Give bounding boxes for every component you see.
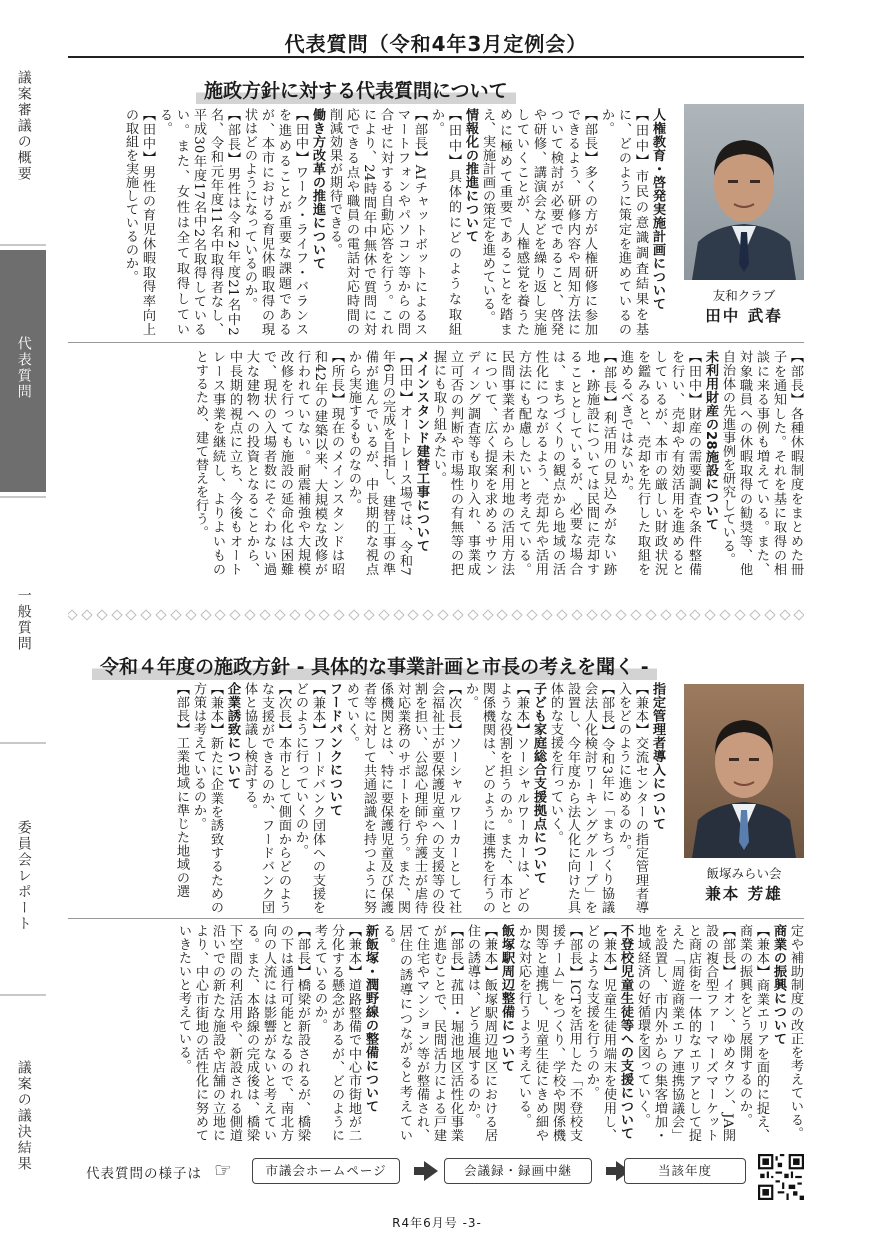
section1-text-upper — [68, 108, 666, 336]
answer-text: 【部長】令和3年に「まちづくり協議会法人化検討ワーキンググループ」を設置し、今年度から法人化に向けた具体的な支援を行っていく。 — [548, 682, 614, 914]
questioner-photo — [684, 684, 804, 858]
column-divider — [68, 342, 804, 343]
section2-text-upper — [68, 682, 666, 914]
answer-text: 【部長】橋梁が新設されるが、橋梁の下は通行可能となるので、南北方向の人流には影響がないと考えている。また、本路線の完成後は、橋梁下空間の利活用や、新設される側道沿いでの新たな施設や店舗の立地により、中心市街地の活性化に努めていきたいと考えている。 — [176, 924, 310, 1142]
sidebar-tab-gian[interactable] — [0, 60, 46, 240]
topic-heading: 子ども家庭総合支援拠点について — [531, 682, 546, 885]
sidebar-tab-label: 一般質問 — [15, 588, 32, 652]
qr-code-icon[interactable] — [758, 1154, 804, 1200]
questioner-party: 友和クラブ — [712, 288, 776, 303]
title-rule — [68, 56, 804, 58]
minutes-video-button[interactable]: 会議録・録画中継 — [444, 1158, 592, 1184]
question-text: 【兼本】新たに企業を誘致するための方策は考えているのか。 — [191, 682, 223, 914]
topic-heading: 人権教育・啓発実施計画について — [650, 108, 665, 311]
section1-heading: 施政方針に対する代表質問について — [196, 78, 516, 104]
question-text: 【兼本】ソーシャルワーカーは、どのような役割を担うのか。また、本市と関係機関は、どのように連携を行うのか。 — [463, 682, 529, 914]
sidebar-tab-label: 議案審議の概要 — [15, 70, 32, 182]
topic-heading: 情報化の推進について — [463, 108, 478, 243]
answer-text: 【部長】多くの方が人権研修に参加できるよう、研修内容や周知方法について検討が必要であること、啓発や研修、講演会などを繰り返し実施していくことが、人権感覚を養うために極めて重要であることを踏まえ、実施計画の策定を進めている。 — [480, 108, 597, 336]
sidebar-tab-label: 代表質問 — [15, 336, 32, 400]
topic-heading: 不登校児童生徒等への支援について — [618, 924, 633, 1140]
answer-text: 【次長】本市として側面からどのような支援ができるのか、フードバンク団体と協議し検討する。 — [242, 682, 291, 914]
topic-heading: 働き方改革の推進について — [310, 108, 325, 270]
question-text: 【兼本】商業エリアを面的に捉え、商業の振興をどう展開するのか。 — [737, 924, 769, 1142]
topic-heading: 新飯塚・潤野線の整備について — [363, 924, 378, 1113]
topic-heading: 商業の振興について — [771, 924, 786, 1046]
pointing-hand-icon: ☞ — [214, 1158, 232, 1182]
question-text: 【田中】財産の需要調査や条件整備を行い、売却や有効活用を進めるとしているが、本市の厳しい財政状況を鑑みると、売却を先行した取組を進めるべきではないか。 — [618, 350, 701, 576]
question-text: 【兼本】飯塚駅周辺地区における居住の誘導は、どう進展するのか。 — [465, 924, 497, 1142]
answer-text: 【部長】菰田・堀池地区活性化事業が進むことで、民間活力による戸建て住宅やマンション等が整備され、居住の誘導につながると考えている。 — [380, 924, 463, 1142]
answer-text: 【次長】ソーシャルワーカーとして社会福祉士が要保護児童への支援等の役割を担い、公認心理師や弁護士が虐待対応業務のサポートを行う。また、関係機関とは、特に要保護児童及び保護者等に対して共通認識を持つように努めていく。 — [344, 682, 461, 914]
question-text: 【田中】市民の意識調査結果を基に、どのように策定を進めているのか。 — [599, 108, 648, 336]
city-council-homepage-button[interactable]: 市議会ホームページ — [252, 1158, 400, 1184]
question-text: 【田中】男性の育児休暇取得率向上の取組を実施しているのか。 — [123, 108, 155, 336]
topic-heading: メインスタンド建替工事について — [414, 350, 429, 553]
sidebar-divider — [0, 244, 46, 246]
section2-text-lower — [68, 924, 804, 1142]
questioner-name: 兼本 芳雄 — [705, 885, 783, 903]
answer-text: 【部長】男性は令和2年度21名中2名、令和元年度11名中取得者なし、平成30年度17名中2名取得しているい。また、女性は全て取得している。 — [157, 108, 240, 336]
questioner-name: 田中 武春 — [705, 307, 783, 325]
questioner-party: 飯塚みらい会 — [706, 866, 782, 881]
answer-text: 【部長】各種休暇制度をまとめた冊子を通知した。それを基に取得の相談に来る事例も増えている。また、対象職員への休暇取得の勧奨等、他自治体の先進事例を研究している。 — [720, 350, 803, 576]
page-title: 代表質問（令和4年3月定例会） — [284, 32, 588, 56]
answer-text: 【部長】工業地域に準じた地域の選 — [174, 682, 189, 898]
video-navigation — [68, 1150, 804, 1210]
topic-heading: フードバンクについて — [327, 682, 342, 817]
nav-lead-text: 代表質問の様子は — [86, 1166, 202, 1182]
answer-text: 【所長】現在のメインスタンドは昭和42年の建築以来、大規模な改修が行われていない。耐震補強や大規模改修を行っても施設の延命化は困難で、現状の入場者数にそぐわない過大な建物への投資となることから、中長期的視点に立ち、今後もオートレース事業を継続し、よりよいものとするため、建て替えを行う。 — [193, 350, 344, 576]
sidebar-divider — [0, 742, 46, 744]
sidebar-tab-ippan[interactable] — [0, 578, 46, 738]
sidebar-tab-iinkai[interactable] — [0, 810, 46, 990]
topic-heading: 指定管理者導入について — [650, 682, 665, 831]
section1-text-lower — [68, 350, 804, 576]
sidebar-tab-giketsu[interactable] — [0, 1050, 46, 1220]
answer-text: 【部長】ICTを活用した「不登校支援チーム」をつくり、学校や関係機関等と連携し、児童生徒にきめ細やかな対応を行うよう考えている。 — [516, 924, 582, 1142]
topic-heading: 未利用財産の28施設について — [703, 350, 718, 531]
question-text: 【田中】オートレース場では、令和7年6月の完成を目指し、建替工事の準備が進んでいるが、中長期的な視点から実施するものなのか。 — [346, 350, 412, 576]
sidebar-tab-label: 委員会レポート — [15, 820, 32, 932]
section2-heading: 令和４年度の施政方針 - 具体的な事業計画と市長の考えを聞く - — [92, 654, 657, 680]
question-text: 【田中】具体的にどのような取組か。 — [429, 108, 461, 336]
arrow-right-icon — [424, 1161, 438, 1181]
question-text: 【兼本】フードバンク団体への支援をどのように行っていくのか。 — [293, 682, 325, 914]
fiscal-year-button[interactable]: 当該年度 — [624, 1158, 746, 1184]
topic-heading: 企業誘致について — [225, 682, 240, 790]
page-footer: R4年6月号 -3- — [392, 1216, 482, 1230]
answer-text: 【部長】AIチャットボットによるスマートフォンやパソコン等からの問合せに対する自動応答を行う。これにより、24時間年中無休で質問に対応できる点や職員の電話対応時間の削減効果が期待できる。 — [327, 108, 427, 336]
column-divider — [68, 918, 804, 919]
answer-text: 定や補助制度の改正を考えている。 — [788, 924, 803, 1140]
sidebar-divider — [0, 496, 46, 498]
question-text: 【兼本】交流センターの指定管理者導入をどのように進めるのか。 — [616, 682, 648, 914]
sidebar-tab-label: 議案の議決結果 — [15, 1060, 32, 1172]
sidebar-tab-daihyo[interactable] — [0, 250, 46, 492]
topic-heading: 飯塚駅周辺整備について — [499, 924, 514, 1073]
question-text: 【田中】ワーク・ライフ・バランスを進めることが重要な課題であるが、本市における育児休暇取得の現状はどのようになっているのか。 — [242, 108, 308, 336]
sidebar-divider — [0, 994, 46, 996]
questioner-photo — [684, 104, 804, 280]
answer-text: 【部長】イオン、ゆめタウン、JA開設の複合型ファーマーズマーケットと商店街を一体的なエリアとして捉えた「周遊商業エリア連携協議会」を設置し、市内外からの集客増加・地域経済の好循環を図っていく。 — [635, 924, 735, 1142]
question-text: 【兼本】児童生徒用端末を使用し、どのような支援を行うのか。 — [584, 924, 616, 1142]
question-text: 【兼本】道路整備で中心市街地が二分化する懸念があるが、どのように考えているのか。 — [312, 924, 361, 1142]
answer-text: 【部長】利活用の見込みがない跡地・跡施設については民間に売却することとしているが、必要な場合は、まちづくりの観点から地域の活性化につながるよう、売却先や活用方法にも配慮したいと考えている。民間事業者から未利用地の活用方法について、広く提案を求めるサウンディング調査等も取り入れ、事業成立可否の判断や市場性の有無等の把握にも取り組みたい。 — [431, 350, 616, 576]
section-divider — [68, 608, 804, 622]
